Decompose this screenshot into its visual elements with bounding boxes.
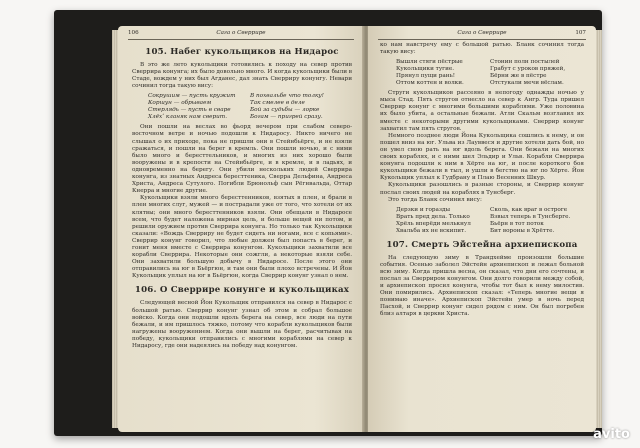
verse-col-left (148, 93, 250, 121)
running-head-right: Сага о Сверрире (457, 30, 507, 36)
verse-line: Стонин полн постылей (490, 59, 560, 66)
book (54, 10, 602, 436)
verse-col-left (396, 59, 490, 87)
verse-line: Бит вороны в Хрётте. (490, 227, 555, 234)
left-page (118, 26, 364, 432)
verse-line: Коршун — обрываем (148, 100, 212, 107)
watermark-logo: avito (593, 427, 630, 442)
verse-line: Так смелее в деле (250, 100, 305, 107)
right-page-body (380, 42, 584, 319)
chapter-106-title: 106. О Сверрире конунге и кукольщиках (134, 285, 350, 296)
verse-line: Кукольщики тугие. (396, 66, 455, 73)
page-number-left: 106 (128, 30, 139, 36)
verse-col-right (490, 207, 584, 235)
running-header-left (128, 30, 354, 40)
verse-line: Дерзки и горазды (396, 206, 451, 213)
verse-line: Взвыл теперь в Тунсберге. (490, 213, 571, 220)
verse-line: Отстукали мечи вёслам. (490, 80, 564, 87)
paragraph: На следующую зиму в Трандхейме произошли большие события. Осенью заболел Эйстейн архиепископ и лежал больной всю зиму. Когда пришла весна, он сказал, что дни его сочтены, и послал за Сверриром конунгом. Они долго говорили между собой, и архиепископ просил конунга, чтобы тот был к нему милостив. Они помирились. Архиепископ сказал: «Теперь многие вещи я понимаю иначе». Архиепископ Эйстейн умер в ночь перед Пасхой, и Сверрир конунг сидел рядом с ним. Он был погребен близ алтаря в церкви Христа. (380, 254, 584, 318)
running-header-right (378, 30, 586, 40)
verse-block (148, 93, 352, 121)
paragraph: ко нам навстречу ему с большой ратью. Бланк сочинил тогда такую вису: (380, 42, 584, 56)
running-head-left: Сага о Сверрире (216, 30, 266, 36)
verse-col-right (490, 59, 584, 87)
verse-line: Прянул пущи рань! (396, 73, 455, 80)
verse-line: Грабут с уроков пряжей, (490, 66, 566, 73)
verse-line: Бой за судьбы — лорке (250, 107, 320, 114)
paragraph: Они пошли на веслах во фьорд вечером при слабом северо-восточном ветре и ночью подошли к Нидаросу. Никто ничего не слышал о их приходе, пока не пришли они в Стейнбьёрге, и не взяли сражаться, и пошли на берег в кремль. Они пошли ночью, и с ними было много и бересттельников, и многих из них хорошо были вооружены и в крепости на Стейнбьёрге, и в кремле, и в ладьях, и одновременно на берегу. Они убили нескольких людей Сверрира конунга, из знатных Андреса бересттеника, Сверра Дельфина, Андреса Христа, Андреса Сутулого. Погибли Брюнольф сын Рёгнвальда, Оттар Кнерра и многие другие. (132, 124, 352, 195)
paragraph: Это тогда Бланк сочинил вису: (388, 196, 482, 203)
verse-line: Бёрни же в пёстре (490, 73, 547, 80)
verse-block (396, 59, 584, 87)
verse-line: В похвальбе что толку! (250, 93, 324, 100)
verse-line: Хвальба их не вскипит. (396, 227, 467, 234)
left-page-body (132, 42, 352, 350)
verse-line: Врать пред дела. Только (396, 213, 470, 220)
verse-line: Вышли стяги пёстрые (396, 59, 463, 66)
verse-line: Хлёх‘ кланяк нам сверит. (148, 114, 228, 121)
paragraph: В это же лето кукольщики готовились к походу на север против Сверрира конунга; их было довольно много. И когда кукольщики были в Стаде, вождем у них был Агданес, дал знать Сверриру конунгу. Невари сочинил тогда такую вису: (132, 62, 352, 90)
verse-col-left (396, 207, 490, 235)
verse-line: Оттом коттен и волки. (396, 80, 464, 87)
paragraph: Кукольщики разошлись в разные стороны, и Сверрир конунг послал своих людей на кораблях в Тунсберг. (380, 182, 584, 196)
verse-line: Хрёль вперёди мелькнул (396, 220, 471, 227)
verse-line: Сокрушим — пусть кружит (148, 93, 236, 100)
page-edges-right (596, 30, 602, 428)
page-number-right: 107 (575, 30, 586, 36)
verse-line: Сколь, как враг в остроге (490, 206, 568, 213)
paragraph: Кукольщики взяли много бересттенников, взятых в плен, и брали в плен многих слуг, мужей — и пострадали уже от того, что хотели от их клятвы; они много бересттенников взяли. Они обещали в Нидаросе всем, что будет наложена мирная цель, и больше вещей ни потом, и решили оружием против Сверрира конунга. Но только так Кукольщики сказали: «Вождь Сверриру не будет сидеть ни ногами, все с копьями». Сверрир конунг говорил, что любые должен был попасть в берег, и гонит меня вместе с Сверрира конунгом. Кукольщики захватили все корабли Сверрира. Некоторые они сожгли, а некоторые взяли себе. Они захватили большую добычу в Нидаросе. После этого они отправились на юг в Бьёргюн, и там они были плохо встречены. И Йон Кукольщик уплыл на юг в Бьёргюн, когда Сверрир конунг узнал о нем. (132, 195, 352, 280)
verse-line: Бьёрн в тот поток (490, 220, 544, 227)
right-page (368, 26, 596, 432)
verse-line: Богам — пригрей сразу. (250, 114, 323, 121)
verse-block (396, 207, 584, 235)
verse-col-right (250, 93, 352, 121)
paragraph: Струги кукольщиков рассеяно в непогоду однажды ночью у мыса Стад. Пять стругов отнесло на север к Ангр. Туда пришел Сверрир конунг с многими большими кораблями. Уже половина их было убита, а остальные бежали. Атли Скальм возглавил их вместе с некоторыми другими кукольщиками. Сверрир конунг захватил там пять стругов. (380, 90, 584, 132)
verse-line: Стерлядь — пусть в сваре (148, 107, 231, 114)
paragraph: Следующей весной Йон Кукольщик отправился на север в Нидарос с большой ратью. Сверрир конунг узнал об этом и собрал большое войско. Когда они подошли вдоль берега на север, все люди на пути бежали, и им пришлось тяжко, потому что корабли кукольщиков были нагружены вооружением. Когда они вышли на берег, расчитывая на победу, кукольщики отправились с многими кораблями на север к Нидаросу, где они надеялись на победу над конунгом. (132, 300, 352, 349)
paragraph: Немного позднее люди Йона Кукольщика сошлись к нему, и он пошел вниз на юг. Ульва из Лауввеся и другие хотели дать бой, но он увел свою рать на юг вдоль берега. Они бежали на многих своих кораблях, и с ними шел Эльдир и Ульв. Корабли Сверрира конунга подошли к ним в Хёрте на юг, и после короткого боя кукольщики бежали в тыл, и ушли в бегство на юг по Хёрте. Йон Кукольщик уплыл к Гудбрану и Плаю Весенних Шкур. (380, 132, 584, 182)
chapter-107-title: 107. Смерть Эйстейна архиепископа (386, 239, 578, 250)
chapter-105-title: 105. Набег кукольщиков на Нидарос (145, 47, 339, 57)
